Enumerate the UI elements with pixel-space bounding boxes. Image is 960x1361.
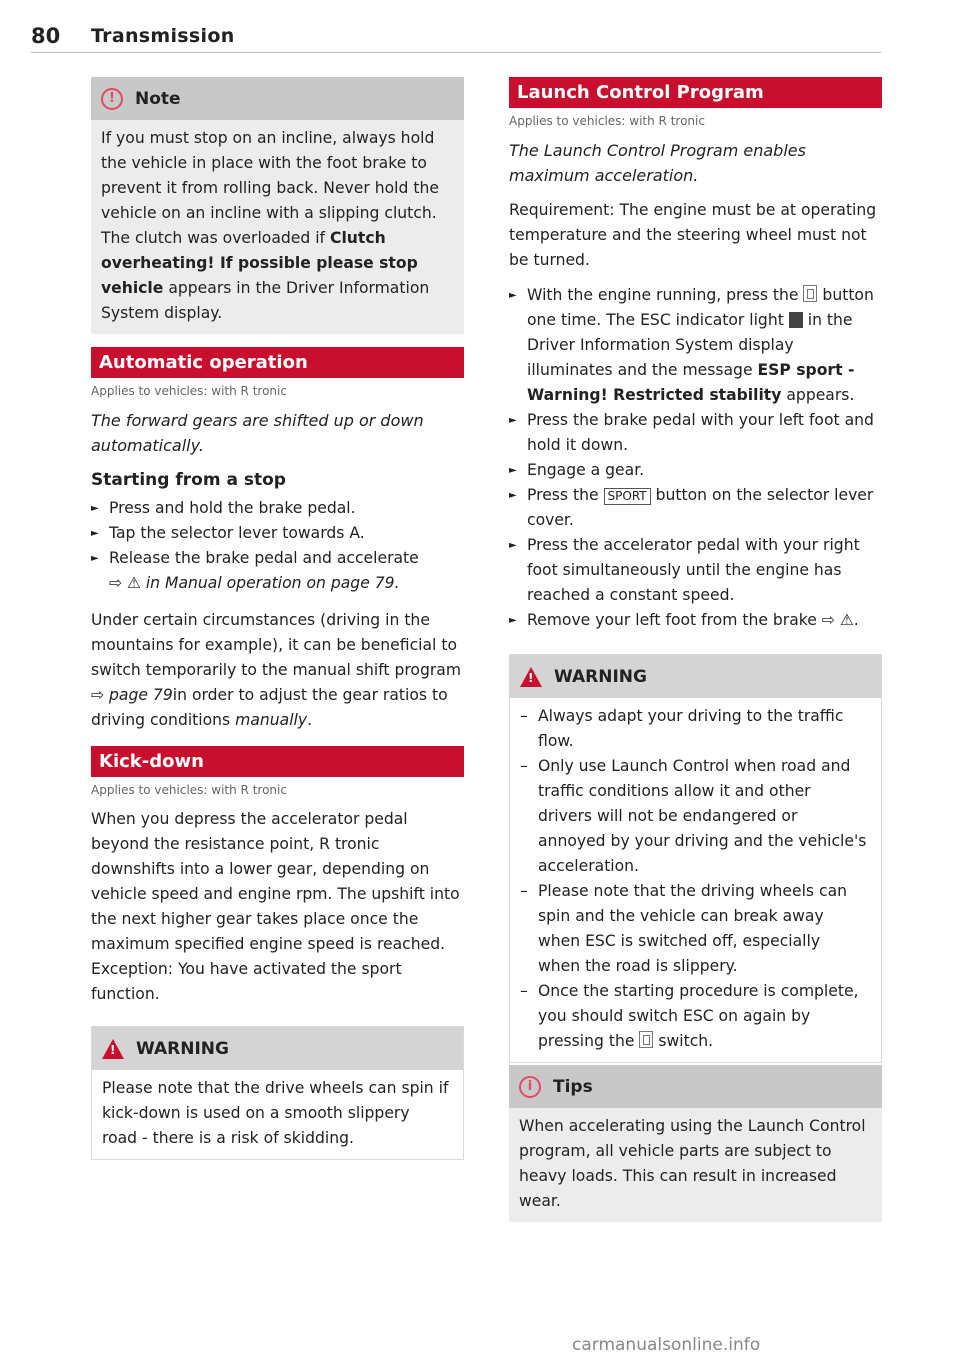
warning-item: – Only use Launch Control when road and traffic conditions allow it and other drivers will not be endangered or annoyed by your driving and the vehicle's acceleration. xyxy=(520,754,867,879)
step-text: appears. xyxy=(781,386,855,404)
esc-button-icon xyxy=(803,285,817,302)
tips-title: Tips xyxy=(553,1076,593,1097)
kickdown-applies: Applies to vehicles: with R tronic xyxy=(91,783,287,797)
warning-title: WARNING xyxy=(136,1038,229,1059)
warning-title: WARNING xyxy=(554,666,647,687)
kickdown-text: When you depress the accelerator pedal beyond the resistance point, R tronic downshifts into a lower gear, depending on vehicle speed and engine rpm. The upshift into the next higher gear takes place once the maximum specified engine speed is reached. Exception: You have activated the sport function. xyxy=(91,810,460,1003)
page-header xyxy=(31,22,881,53)
tips-box xyxy=(509,1065,882,1222)
step-text: in the Driver Information System display illuminates and the message xyxy=(527,311,853,379)
note-box xyxy=(91,77,464,334)
starting-subhead: Starting from a stop xyxy=(91,470,286,490)
tips-header xyxy=(509,1065,882,1108)
esc-button-icon xyxy=(639,1031,653,1048)
warning-text: Once the starting procedure is complete, you should switch ESC on again by pressing the xyxy=(538,982,859,1050)
starting-steps xyxy=(91,496,464,596)
para-emphasis: manually xyxy=(235,711,308,729)
warning-item xyxy=(520,979,867,1054)
warning-body xyxy=(510,698,881,1062)
warning-text: switch. xyxy=(653,1032,714,1050)
automatic-paragraph xyxy=(91,608,464,733)
warning-header xyxy=(92,1027,463,1070)
note-icon: ! xyxy=(101,88,123,110)
step-item: ► Engage a gear. xyxy=(509,458,882,483)
warning-list xyxy=(520,704,867,1054)
warning-icon xyxy=(102,1039,124,1059)
step-text: With the engine running, press the xyxy=(527,286,804,304)
page-number: 80 xyxy=(31,24,61,48)
para-text: Under certain circumstances (driving in the mountains for example), it can be beneficial to switch temporarily to the manual shift program xyxy=(91,611,462,679)
kickdown-title: Kick-down xyxy=(91,746,464,777)
note-text: If you must stop on an incline, always hold the vehicle in place with the foot brake to prevent it from rolling back. Never hold the vehicle on an incline with a slipping clutch. The clutch was overloaded if xyxy=(101,129,439,247)
info-icon: i xyxy=(519,1076,541,1098)
step-ref[interactable]: ⇨ ⚠ in Manual operation on page 79. xyxy=(109,574,400,592)
automatic-applies: Applies to vehicles: with R tronic xyxy=(91,384,287,398)
note-header xyxy=(91,77,464,120)
automatic-title: Automatic operation xyxy=(91,347,464,378)
launch-title: Launch Control Program xyxy=(509,77,882,108)
note-message: Clutch overheating! If possible please stop vehicle xyxy=(101,229,418,297)
launch-requirement: Requirement: The engine must be at operating temperature and the steering wheel must not be turned. xyxy=(509,201,877,269)
para-text: . xyxy=(307,711,313,729)
note-title: Note xyxy=(135,88,181,109)
launch-applies: Applies to vehicles: with R tronic xyxy=(509,114,705,128)
step-text: Release the brake pedal and accelerate xyxy=(109,549,419,567)
warning-header xyxy=(510,655,881,698)
step-item: ► Press and hold the brake pedal. xyxy=(91,496,464,521)
step-item: ► Press the accelerator pedal with your right foot simultaneously until the engine has reached a constant speed. xyxy=(509,533,882,608)
warning-box-right xyxy=(509,654,882,1063)
watermark: carmanualsonline.info xyxy=(572,1335,761,1355)
warning-body: Please note that the drive wheels can spin if kick-down is used on a smooth slippery road - there is a risk of skidding. xyxy=(92,1070,463,1159)
step-item: ► Remove your left foot from the brake ⇨ ⚠. xyxy=(509,608,882,633)
page-ref-link[interactable]: ⇨ page 79 xyxy=(91,686,173,704)
para-text: in order to adjust the gear ratios to driving conditions xyxy=(91,686,448,729)
kickdown-section xyxy=(91,746,464,1007)
warning-box-left xyxy=(91,1026,464,1160)
step-message: ESP sport - Warning! Restricted stability xyxy=(527,361,855,404)
step-item xyxy=(509,283,882,408)
warning-icon xyxy=(520,667,542,687)
warning-item: – Always adapt your driving to the traffic flow. xyxy=(520,704,867,754)
note-text-end: appears in the Driver Information System display. xyxy=(101,279,430,322)
sport-key: SPORT xyxy=(604,488,651,505)
automatic-section xyxy=(91,347,464,733)
step-text: button one time. The ESC indicator light xyxy=(527,286,874,329)
launch-intro: The Launch Control Program enables maximum acceleration. xyxy=(509,141,806,185)
automatic-intro: The forward gears are shifted up or down automatically. xyxy=(91,411,424,455)
note-body xyxy=(91,120,464,334)
step-item xyxy=(509,483,882,533)
launch-steps xyxy=(509,283,882,633)
step-item: ► Tap the selector lever towards A. xyxy=(91,521,464,546)
step-text: button on the selector lever cover. xyxy=(527,486,874,529)
step-item: ► Press the brake pedal with your left foot and hold it down. xyxy=(509,408,882,458)
warning-item: – Please note that the driving wheels can spin and the vehicle can break away when ESC is switched off, especially when the road is slippery. xyxy=(520,879,867,979)
step-item xyxy=(91,546,464,596)
chapter-title: Transmission xyxy=(91,25,235,47)
tips-body: When accelerating using the Launch Control program, all vehicle parts are subject to heavy loads. This can result in increased wear. xyxy=(509,1108,882,1222)
step-text: Press the xyxy=(527,486,604,504)
launch-section xyxy=(509,77,882,633)
esc-indicator-icon xyxy=(789,312,803,328)
